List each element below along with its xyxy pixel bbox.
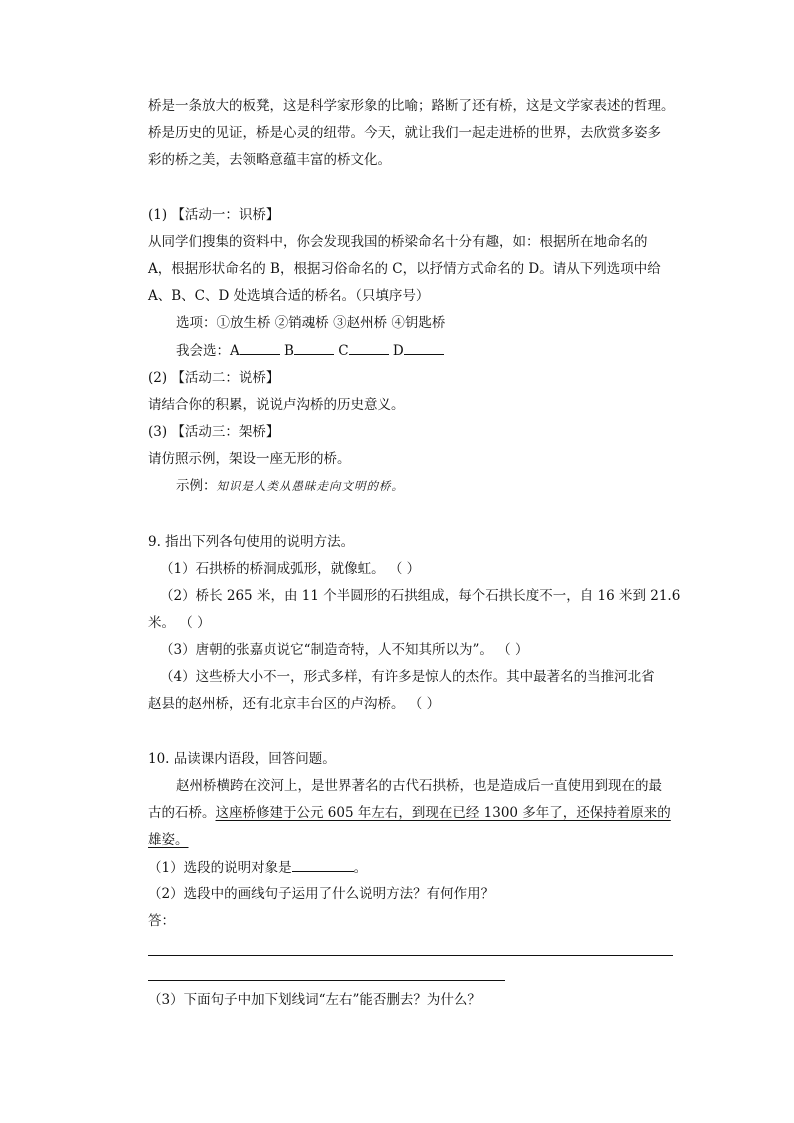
q10-title: 10. 品读课内语段，回答问题。 (148, 751, 336, 767)
passage-underlined-sentence: 这座桥修建于公元 605 年左右，到现在已经 1300 多年了，还保持着原来的 (215, 805, 671, 821)
passage-plain-text: 古的石桥。 (148, 805, 216, 821)
blank-c-label: C (338, 343, 349, 359)
blank-a-label: A (230, 343, 240, 359)
blank-b-field[interactable] (294, 340, 334, 355)
q10-question-2: （2）选段中的画线句子运用了什么说明方法？有何作用？ (148, 886, 495, 902)
q10-q1-blank[interactable] (292, 857, 354, 872)
q9-sentence-4-line-1: （4）这些桥大小不一，形式多样，有许多是惊人的杰作。其中最著名的当推河北省 (160, 669, 655, 685)
q9-sentence-2-line-2: 米。 （ ） (148, 615, 211, 631)
activity2-prompt: 请结合你的积累，说说卢沟桥的历史意义。 (148, 397, 405, 413)
q9-sentence-4-line-2: 赵县的赵州桥，还有北京丰台区的卢沟桥。 （ ） (148, 696, 441, 712)
q10-passage-line-3 (148, 830, 189, 850)
blank-d-field[interactable] (404, 340, 444, 355)
example-label: 示例： (176, 478, 217, 494)
blank-d-label: D (392, 343, 404, 359)
activity1-line-2: A，根据形状命名的 B，根据习俗命名的 C，以抒情方式命名的 D。请从下列选项中给 (148, 261, 661, 277)
q9-sentence-2-line-1: （2）桥长 265 米，由 11 个半圆形的石拱组成，每个石拱长度不一，自 16 米到 21.6 (160, 588, 681, 604)
answer-line-2[interactable] (148, 980, 505, 981)
blank-c-field[interactable] (349, 340, 389, 355)
activity1-line-1: 从同学们搜集的资料中，你会发现我国的桥梁命名十分有趣，如：根据所在地命名的 (148, 234, 648, 250)
blank-b-label: B (284, 343, 294, 359)
activity1-heading: (1) 【活动一：识桥】 (148, 207, 280, 223)
passage-underlined-end: 雄姿。 (148, 832, 189, 848)
q10-passage-line-2 (148, 803, 671, 823)
answer-line-1[interactable] (148, 955, 673, 956)
activity1-options: 选项：①放生桥 ②销魂桥 ③赵州桥 ④钥匙桥 (176, 315, 446, 331)
q10-q1-end: 。 (353, 860, 368, 876)
q10-passage-line-1: 赵州桥横跨在洨河上，是世界著名的古代石拱桥，也是造成后一直使用到现在的最 (176, 778, 662, 794)
q9-sentence-3: （3）唐朝的张嘉贞说它“制造奇特，人不知其所以为”。 （ ） (160, 642, 529, 658)
activity1-line-3: A、B、C、D 处选填合适的桥名。（只填序号） (148, 288, 430, 304)
activity1-answer-row (176, 340, 444, 361)
activity3-heading: (3) 【活动三：架桥】 (148, 424, 280, 440)
activity3-prompt: 请仿照示例，架设一座无形的桥。 (148, 451, 351, 467)
q9-title: 9. 指出下列各句使用的说明方法。 (148, 534, 355, 550)
intro-line-3: 彩的桥之美，去领略意蕴丰富的桥文化。 (148, 152, 391, 168)
q10-question-1 (148, 857, 367, 878)
activity2-heading: (2) 【活动二：说桥】 (148, 370, 280, 386)
q10-answer-label: 答： (148, 913, 175, 929)
q10-q1-text: （1）选段的说明对象是 (148, 860, 292, 876)
activity3-example (176, 476, 404, 496)
q9-sentence-1: （1）石拱桥的桥洞成弧形，就像虹。 （ ） (160, 561, 421, 577)
intro-line-2: 桥是历史的见证，桥是心灵的纽带。今天，就让我们一起走进桥的世界，去欣赏多姿多 (148, 125, 661, 141)
choose-label: 我会选： (176, 343, 230, 359)
example-text: 知识是人类从愚昧走向文明的桥。 (216, 479, 404, 493)
q10-question-3: （3）下面句子中加下划线词“左右”能否删去？为什么？ (148, 992, 481, 1008)
intro-line-1: 桥是一条放大的板凳，这是科学家形象的比喻；路断了还有桥，这是文学家表述的哲理。 (148, 98, 675, 114)
blank-a-field[interactable] (240, 340, 280, 355)
